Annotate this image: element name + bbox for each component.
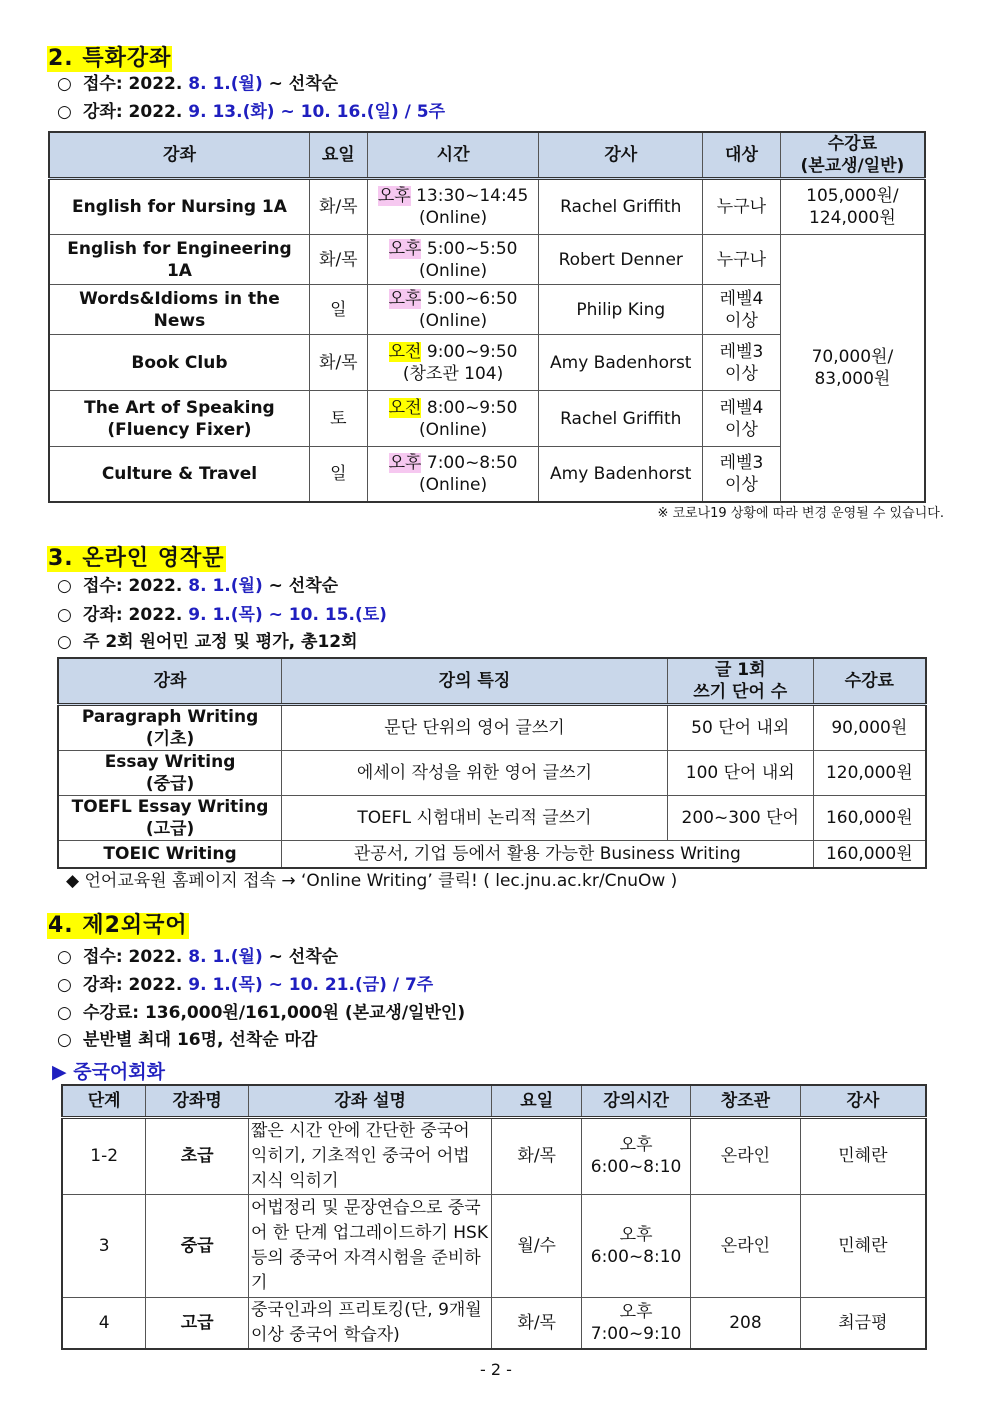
table-row: Culture & Travel 일 오후 7:00~8:50 (Online) Amy Badenhorst 레벨3 이상 <box>49 447 925 502</box>
table-header-row: 강좌 강의 특징 글 1회 쓰기 단어 수 수강료 <box>58 658 926 705</box>
section-3-title: 3. 온라인 영작문 <box>48 546 225 571</box>
table-row: English for Engineering 1A 화/목 오후 5:00~5:50 (Online) Robert Denner 누구나 70,000원/ 83,000원 <box>49 235 925 285</box>
online-writing-link-note: ◆ 언어교육원 홈페이지 접속 → ‘Online Writing’ 클릭! ( lec.jnu.ac.kr/CnuOw ) <box>66 871 678 891</box>
table-row: 1-2 초급 짧은 시간 안에 간단한 중국어 익히기, 기초적인 중국어 어법 지식 익히기 화/목 오후 6:00~8:10 온라인 민혜란 <box>62 1117 926 1194</box>
s3-bullet-correction: ○ 주 2회 원어민 교정 및 평가, 총12회 <box>57 632 358 652</box>
chinese-conversation-subheading: ▶ 중국어회화 <box>52 1061 165 1083</box>
table-row: TOEIC Writing 관공서, 기업 등에서 활용 가능한 Business Writing 160,000원 <box>58 841 926 868</box>
section-4-title: 4. 제2외국어 <box>48 913 188 938</box>
s2-bullet-course-period: ○ 강좌: 2022. 9. 13.(화) ~ 10. 16.(일) / 5주 <box>57 102 446 122</box>
s4-bullet-capacity: ○ 분반별 최대 16명, 선착순 마감 <box>57 1030 318 1050</box>
s4-bullet-fee: ○ 수강료: 136,000원/161,000원 (본교생/일반인) <box>57 1003 466 1023</box>
s4-bullet-course-period: ○ 강좌: 2022. 9. 1.(목) ~ 10. 21.(금) / 7주 <box>57 975 434 995</box>
table-row: Paragraph Writing (기초) 문단 단위의 영어 글쓰기 50 단어 내외 90,000원 <box>58 705 926 751</box>
shared-fee-cell: 70,000원/ 83,000원 <box>780 235 925 502</box>
table-header-row: 강좌 요일 시간 강사 대상 수강료 (본교생/일반) <box>49 132 925 179</box>
special-courses-table <box>48 131 926 503</box>
table-row: Book Club 화/목 오전 9:00~9:50 (창조관 104) Amy Badenhorst 레벨3 이상 <box>49 335 925 391</box>
table-row: 4 고급 중국인과의 프리토킹(단, 9개월 이상 중국어 학습자) 화/목 오후 7:00~9:10 208 최금평 <box>62 1297 926 1349</box>
s2-bullet-registration: ○ 접수: 2022. 8. 1.(월) ~ 선착순 <box>57 74 339 94</box>
table-row: Essay Writing (중급) 에세이 작성을 위한 영어 글쓰기 100 단어 내외 120,000원 <box>58 751 926 796</box>
table-row: TOEFL Essay Writing (고급) TOEFL 시험대비 논리적 글쓰기 200~300 단어 160,000원 <box>58 796 926 841</box>
table-header-row: 단계 강좌명 강좌 설명 요일 강의시간 창조관 강사 <box>62 1085 926 1117</box>
table-row: English for Nursing 1A 화/목 오후 13:30~14:45 (Online) Rachel Griffith 누구나 105,000원/ 124,000원 <box>49 179 925 235</box>
section-2-title: 2. 특화강좌 <box>48 46 172 71</box>
table-row: The Art of Speaking (Fluency Fixer) 토 오전 8:00~9:50 (Online) Rachel Griffith 레벨4 이상 <box>49 391 925 447</box>
page-number: - 2 - <box>480 1360 512 1379</box>
online-writing-table <box>57 657 927 869</box>
s3-bullet-course-period: ○ 강좌: 2022. 9. 1.(목) ~ 10. 15.(토) <box>57 605 387 625</box>
table-row: Words&Idioms in the News 일 오후 5:00~6:50 (Online) Philip King 레벨4 이상 <box>49 285 925 335</box>
table-row: 3 중급 어법정리 및 문장연습으로 중국어 한 단계 업그레이드하기 HSK 등의 중국어 자격시험을 준비하기 월/수 오후 6:00~8:10 온라인 민혜란 <box>62 1194 926 1297</box>
covid-note: ※ 코로나19 상황에 따라 변경 운영될 수 있습니다. <box>657 506 944 521</box>
chinese-courses-table <box>61 1084 927 1350</box>
s3-bullet-registration: ○ 접수: 2022. 8. 1.(월) ~ 선착순 <box>57 576 339 596</box>
s4-bullet-registration: ○ 접수: 2022. 8. 1.(월) ~ 선착순 <box>57 947 339 967</box>
